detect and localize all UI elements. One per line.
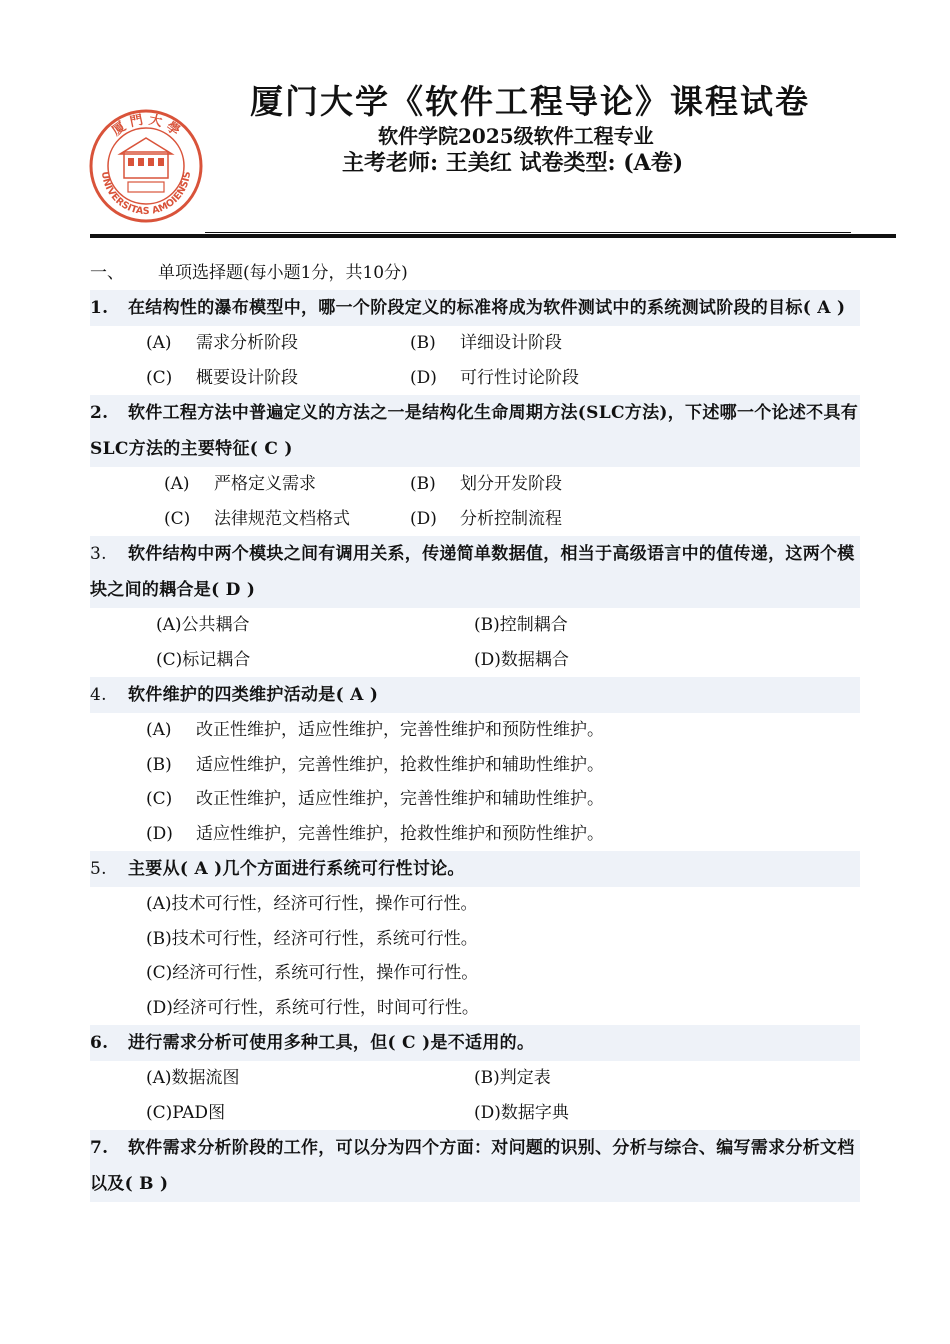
question-number: 1. — [90, 298, 109, 318]
option-line — [90, 748, 860, 783]
option-text: 概要设计阶段 — [196, 367, 298, 388]
section-title: 单项选择题(每小题1分，共10分) — [158, 263, 408, 283]
option-text: 法律规范文档格式 — [214, 508, 350, 529]
svg-text:UNIVERSITAS AMOIENSIS: UNIVERSITAS AMOIENSIS — [98, 170, 194, 218]
option-row — [90, 467, 860, 502]
option-label: (C) — [146, 367, 173, 388]
question-text: 主要从( A )几个方面进行系统可行性讨论。 — [128, 859, 465, 879]
option-line — [90, 817, 860, 852]
section-number: 一、 — [90, 263, 124, 283]
option-text: 经济可行性，系统可行性，操作可行性。 — [172, 963, 479, 983]
question-text: 软件需求分析阶段的工作，可以分为四个方面：对问题的识别、分析与综合、编写需求分析文档以及( B ) — [90, 1138, 855, 1194]
option-text: 适应性维护，完善性维护，抢救性维护和辅助性维护。 — [196, 754, 604, 775]
question-number: 2. — [90, 403, 109, 423]
option-line — [90, 782, 860, 817]
question-1 — [90, 290, 860, 326]
option-label: (D) — [410, 508, 437, 529]
option-text: 标记耦合 — [182, 649, 251, 670]
option-label: (C) — [156, 649, 183, 670]
header-rule-thick — [90, 234, 896, 238]
option-line — [90, 991, 860, 1026]
option-text: 判定表 — [499, 1068, 551, 1088]
question-text: 软件维护的四类维护活动是( A ) — [128, 685, 379, 705]
option-text: 技术可行性，经济可行性，操作可行性。 — [171, 894, 478, 914]
option-text: 技术可行性，经济可行性，系统可行性。 — [171, 928, 478, 949]
option-row — [90, 608, 860, 643]
option-text: 数据字典 — [500, 1102, 569, 1123]
option-label: (A) — [146, 333, 172, 353]
option-text: 可行性讨论阶段 — [460, 367, 579, 388]
option-label: (C) — [146, 963, 173, 983]
option-row — [90, 643, 860, 678]
option-label: (C) — [164, 508, 191, 529]
option-text: 数据流图 — [171, 1068, 240, 1088]
examiner-line: 主考老师: 王美红 试卷类型: (A卷) — [342, 150, 684, 176]
option-label: (D) — [146, 823, 173, 844]
option-text: 划分开发阶段 — [460, 474, 562, 494]
option-label: (B) — [146, 928, 172, 949]
option-row — [90, 361, 860, 396]
question-3 — [90, 536, 860, 608]
question-6 — [90, 1025, 860, 1061]
exam-content — [90, 256, 860, 1202]
option-label: (D) — [146, 997, 173, 1018]
option-row — [90, 502, 860, 537]
option-line — [90, 956, 860, 991]
option-label: (B) — [474, 1068, 500, 1088]
university-seal-logo — [88, 108, 204, 224]
option-text: 改正性维护，适应性维护，完善性维护和辅助性维护。 — [196, 789, 604, 809]
svg-text:厦 門 大 學: 厦 門 大 學 — [109, 112, 183, 140]
option-text: 经济可行性，系统可行性，时间可行性。 — [172, 997, 479, 1018]
option-row — [90, 1061, 860, 1096]
section-heading — [90, 256, 860, 290]
option-text: 数据耦合 — [500, 649, 569, 670]
option-label: (D) — [474, 649, 501, 670]
option-text: 改正性维护，适应性维护，完善性维护和预防性维护。 — [196, 720, 604, 740]
option-label: (B) — [410, 333, 436, 353]
option-label: (B) — [146, 754, 172, 775]
option-label: (D) — [474, 1102, 501, 1123]
option-label: (C) — [146, 1102, 173, 1123]
option-label: (B) — [410, 474, 436, 494]
question-text: 在结构性的瀑布模型中，哪一个阶段定义的标准将成为软件测试中的系统测试阶段的目标( A ) — [128, 298, 846, 318]
question-number: 5. — [90, 859, 107, 879]
question-number: 6. — [90, 1033, 109, 1053]
exam-subtitle: 软件学院2025级软件工程专业 — [378, 124, 654, 148]
question-4 — [90, 677, 860, 713]
question-text: 进行需求分析可使用多种工具，但( C )是不适用的。 — [128, 1033, 535, 1053]
option-label: (A) — [146, 894, 172, 914]
option-line — [90, 713, 860, 748]
option-label: (A) — [156, 615, 182, 635]
option-text: 严格定义需求 — [214, 474, 316, 494]
question-number: 3. — [90, 544, 107, 564]
option-row — [90, 1096, 860, 1131]
option-text: 分析控制流程 — [460, 508, 562, 529]
question-text: 软件工程方法中普遍定义的方法之一是结构化生命周期方法(SLC方法)，下述哪一个论述不具有SLC方法的主要特征( C ) — [90, 403, 859, 459]
option-line — [90, 922, 860, 957]
option-text: 需求分析阶段 — [196, 333, 298, 353]
option-text: 适应性维护，完善性维护，抢救性维护和预防性维护。 — [196, 823, 604, 844]
option-label: (B) — [474, 615, 500, 635]
header-rule-thin — [205, 232, 851, 233]
option-label: (A) — [164, 474, 190, 494]
question-7 — [90, 1130, 860, 1202]
option-row — [90, 326, 860, 361]
question-number: 7. — [90, 1138, 109, 1158]
option-label: (C) — [146, 789, 173, 809]
option-line — [90, 887, 860, 922]
option-label: (A) — [146, 720, 172, 740]
option-text: 公共耦合 — [181, 615, 250, 635]
question-number: 4. — [90, 685, 107, 705]
option-text: 详细设计阶段 — [460, 333, 562, 353]
question-text: 软件结构中两个模块之间有调用关系，传递简单数据值，相当于高级语言中的值传递，这两个模块之间的耦合是( D ) — [90, 544, 855, 600]
question-2 — [90, 395, 860, 467]
question-5 — [90, 851, 860, 887]
option-label: (D) — [410, 367, 437, 388]
option-text: 控制耦合 — [499, 615, 568, 635]
exam-title: 厦门大学《软件工程导论》课程试卷 — [250, 82, 810, 121]
option-text: PAD图 — [172, 1102, 226, 1123]
option-label: (A) — [146, 1068, 172, 1088]
